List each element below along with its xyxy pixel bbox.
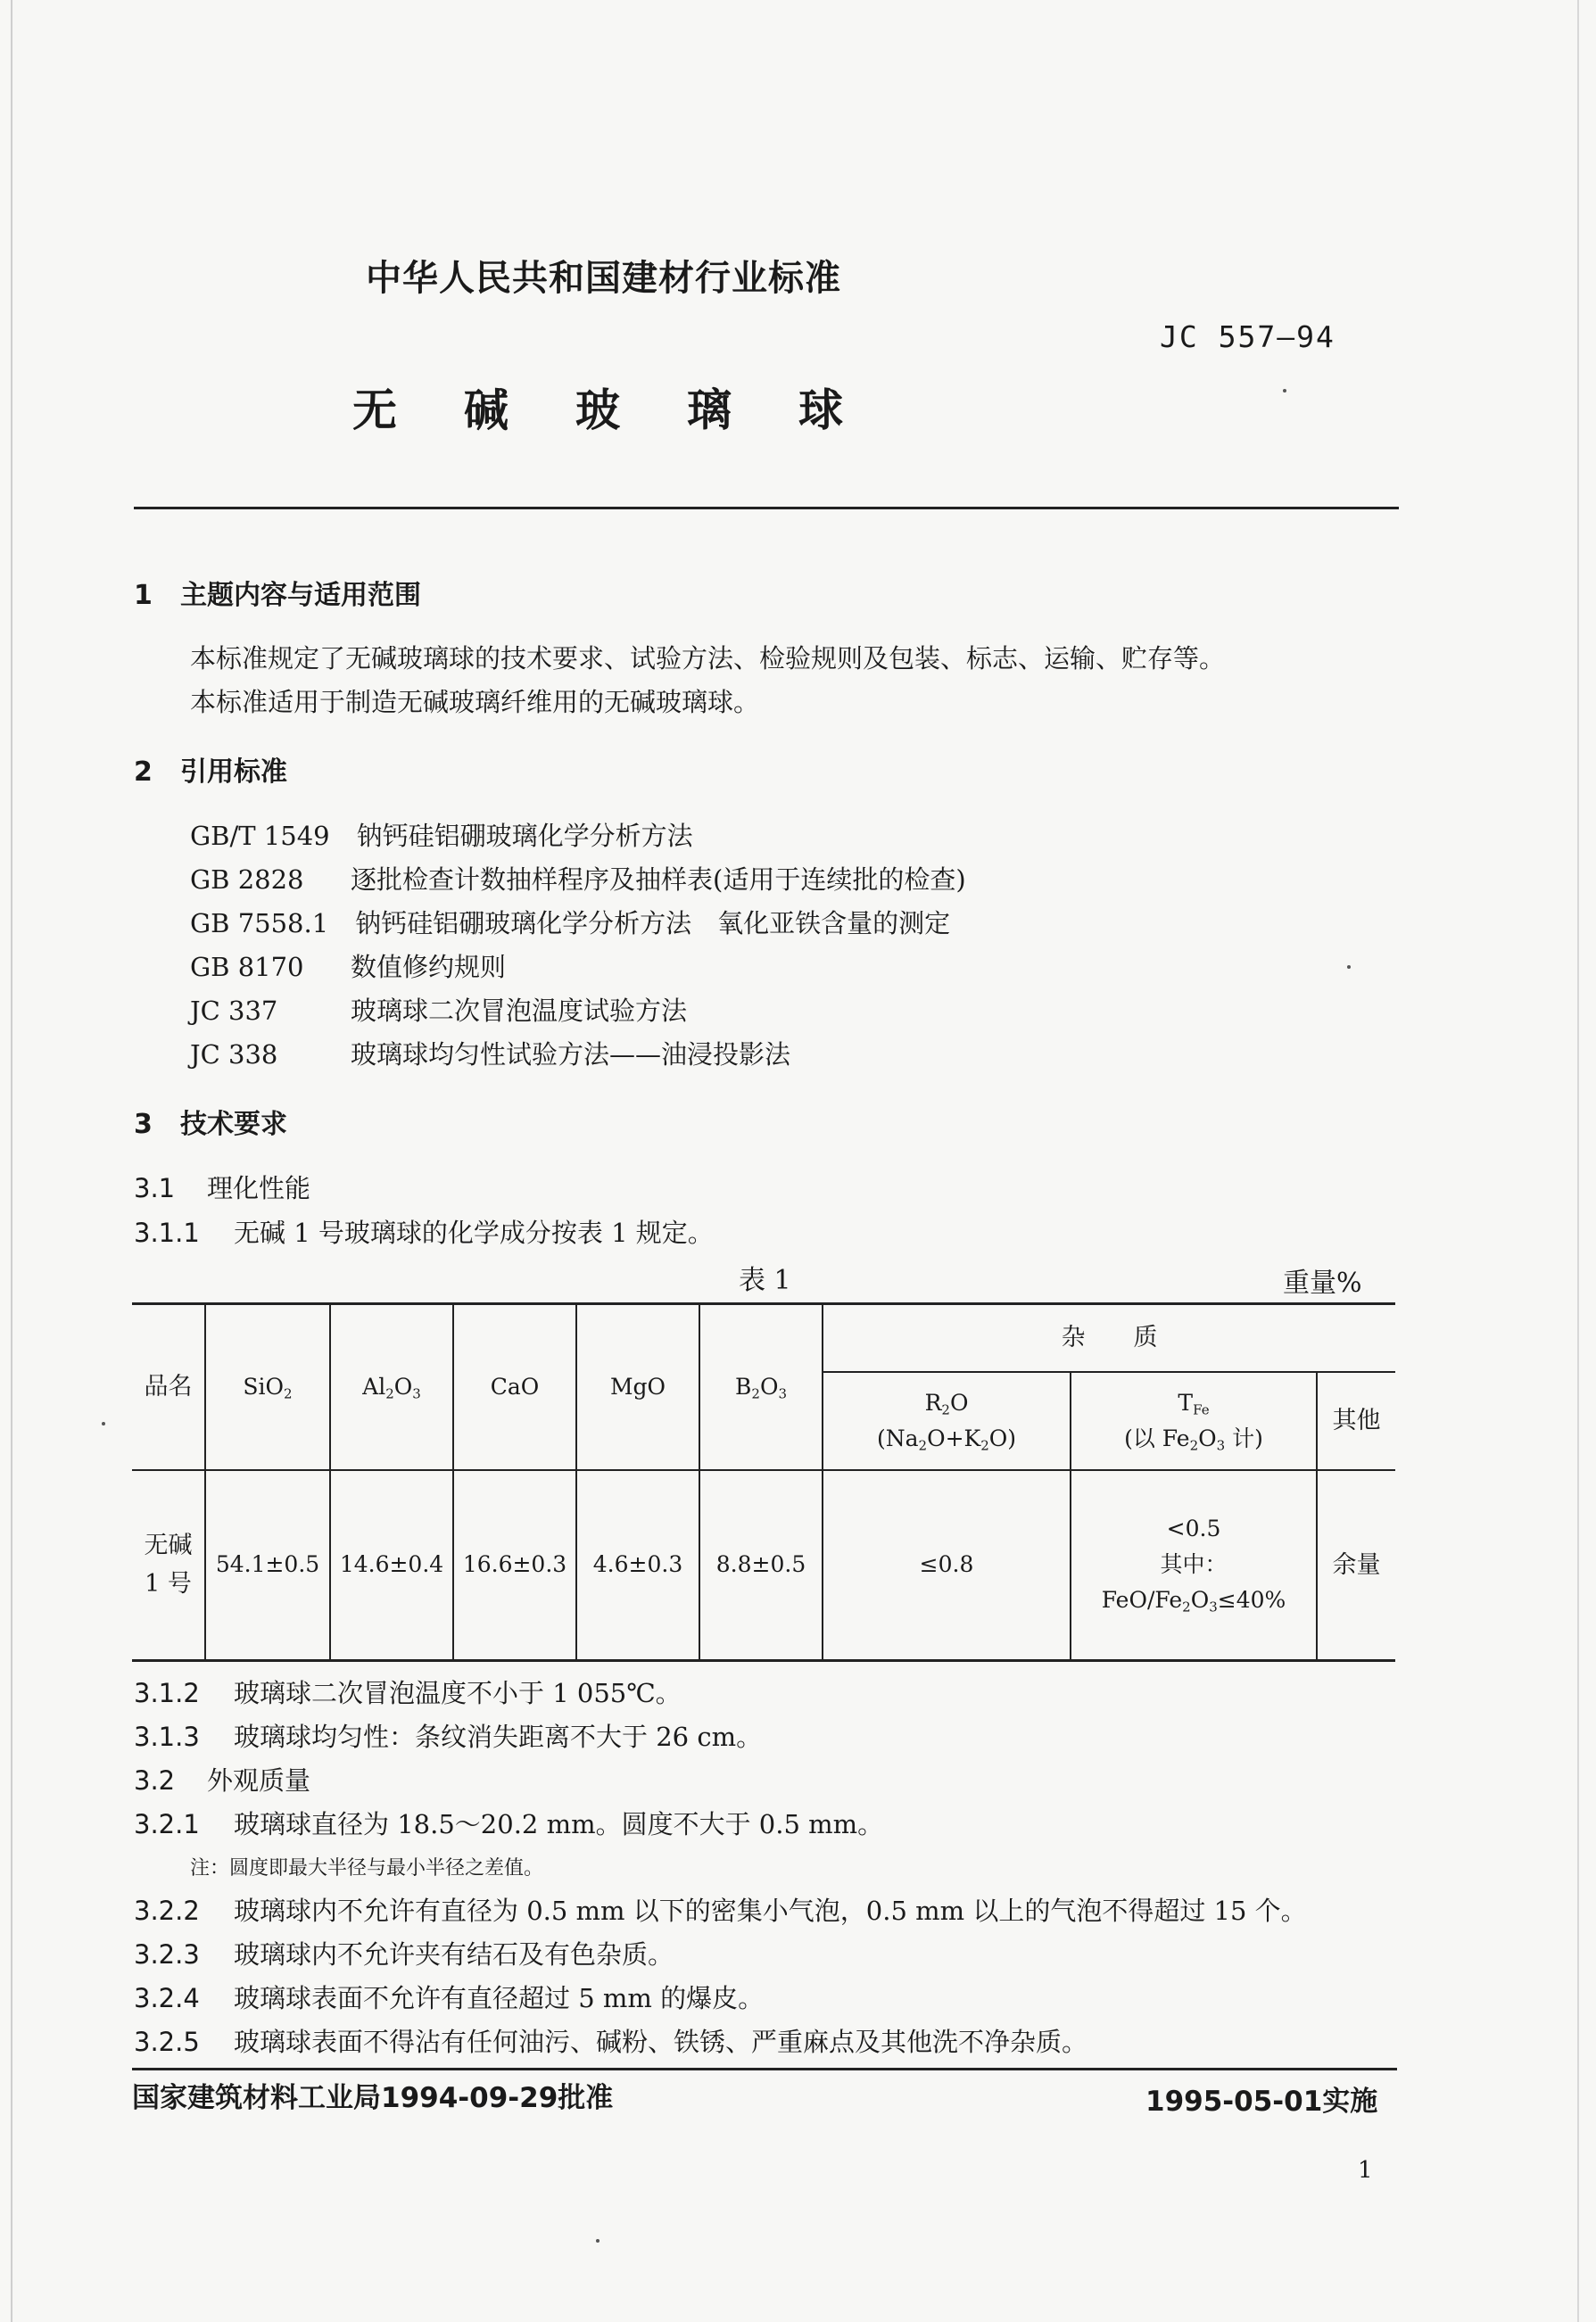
section-title: 主题内容与适用范围 xyxy=(180,580,421,611)
section-3-heading xyxy=(134,1102,287,1141)
section-1-para-1: 本标准规定了无碱玻璃球的技术要求、试验方法、检验规则及包装、标志、运输、贮存等。 xyxy=(190,643,1226,673)
reference-code: GB 2828 xyxy=(190,864,304,895)
scan-speck xyxy=(102,1422,105,1425)
header-r2o xyxy=(823,1372,1071,1470)
header-b2o3: $B_2O_3$ xyxy=(699,1304,823,1470)
header-rule xyxy=(134,507,1399,509)
cell-sio2: 54.1±0.5 xyxy=(205,1470,330,1661)
reference-title: 钠钙硅铝硼玻璃化学分析方法 氧化亚铁含量的测定 xyxy=(355,908,951,938)
cell-mgo: 4.6±0.3 xyxy=(576,1470,699,1661)
header-mgo: MgO xyxy=(576,1304,699,1470)
roundness-note: 注：圆度即最大半径与最小半径之差值。 xyxy=(190,1857,544,1880)
standard-code: JC 557—94 xyxy=(1160,319,1336,354)
header-product-name: 品名 xyxy=(132,1304,205,1470)
clause-text: 无碱 1 号玻璃球的化学成分按表 1 规定。 xyxy=(234,1218,714,1248)
clause-text: 玻璃球直径为 18.5～20.2 mm。圆度不大于 0.5 mm。 xyxy=(234,1809,884,1839)
section-number: 3 xyxy=(134,1109,153,1140)
tfe-definition: (以 $Fe_2O_3$ 计) xyxy=(1124,1425,1263,1453)
reference-item xyxy=(190,1035,790,1071)
header-impurities: 杂 质 xyxy=(823,1304,1395,1372)
composition-table xyxy=(132,1302,1395,1659)
reference-code: JC 337 xyxy=(190,996,278,1026)
clause-number: 3.2 xyxy=(134,1765,176,1796)
clause-3-2-5 xyxy=(134,2022,1087,2059)
reference-title: 玻璃球均匀性试验方法——油浸投影法 xyxy=(351,1039,791,1070)
cell-al2o3: 14.6±0.4 xyxy=(330,1470,453,1661)
cell-other: 余量 xyxy=(1317,1470,1395,1661)
clause-number: 3.2.1 xyxy=(134,1809,200,1839)
header-other: 其他 xyxy=(1317,1372,1395,1470)
reference-title: 钠钙硅铝硼玻璃化学分析方法 xyxy=(356,821,693,851)
clause-number: 3.2.3 xyxy=(134,1939,200,1970)
scan-speck xyxy=(1347,965,1351,969)
clause-3-2-1 xyxy=(134,1805,883,1841)
clause-text: 理化性能 xyxy=(207,1173,311,1203)
cell-product-name: 无碱 1 号 xyxy=(132,1470,205,1661)
cell-cao: 16.6±0.3 xyxy=(453,1470,576,1661)
clause-3-1 xyxy=(134,1169,310,1205)
clause-text: 外观质量 xyxy=(207,1765,311,1796)
clause-number: 3.1.1 xyxy=(134,1218,200,1248)
clause-text: 玻璃球均匀性：条纹消失距离不大于 26 cm。 xyxy=(234,1722,763,1752)
section-1-para-2: 本标准适用于制造无碱玻璃纤维用的无碱玻璃球。 xyxy=(190,687,760,717)
cell-r2o: ≤0.8 xyxy=(823,1470,1071,1661)
reference-code: GB/T 1549 xyxy=(190,821,330,851)
effective-date: 1995-05-01实施 xyxy=(1145,2086,1378,2118)
document-title: 无碱玻璃球 xyxy=(352,384,910,436)
clause-3-2-3 xyxy=(134,1935,674,1971)
reference-item xyxy=(190,860,966,897)
section-number: 1 xyxy=(134,580,153,611)
clause-3-2-4 xyxy=(134,1979,764,2015)
clause-3-1-3 xyxy=(134,1717,762,1754)
reference-item xyxy=(190,991,687,1028)
reference-code: GB 7558.1 xyxy=(190,908,329,938)
clause-text: 玻璃球二次冒泡温度不小于 1 055℃。 xyxy=(234,1678,682,1708)
header-al2o3: $Al_2O_3$ xyxy=(330,1304,453,1470)
tfe-label: $T_{Fe}$ xyxy=(1178,1389,1210,1417)
scan-edge-right xyxy=(1577,0,1579,2322)
table-unit: 重量% xyxy=(1283,1268,1362,1299)
reference-item xyxy=(190,816,693,853)
clause-text: 玻璃球表面不允许有直径超过 5 mm 的爆皮。 xyxy=(234,1983,765,2013)
clause-text: 玻璃球内不允许有直径为 0.5 mm 以下的密集小气泡，0.5 mm 以上的气泡不得超过 15 个。 xyxy=(234,1896,1307,1926)
section-title: 技术要求 xyxy=(180,1109,287,1140)
approval-statement: 国家建筑材料工业局1994-09-29批准 xyxy=(132,2082,614,2114)
clause-3-1-1 xyxy=(134,1213,714,1250)
reference-title: 逐批检查计数抽样程序及抽样表(适用于连续批的检查) xyxy=(351,864,966,895)
reference-code: JC 338 xyxy=(190,1039,278,1070)
section-title: 引用标准 xyxy=(180,756,287,788)
clause-3-2 xyxy=(134,1761,310,1797)
r2o-definition: $(Na_2O+K_2O)$ xyxy=(876,1425,1016,1453)
clause-text: 玻璃球表面不得沾有任何油污、碱粉、铁锈、严重麻点及其他洗不净杂质。 xyxy=(234,2027,1088,2057)
clause-number: 3.1 xyxy=(134,1173,176,1203)
reference-item xyxy=(190,947,506,984)
clause-number: 3.2.4 xyxy=(134,1983,200,2013)
section-2-heading xyxy=(134,749,287,789)
header-total-iron xyxy=(1071,1372,1317,1470)
section-1-heading xyxy=(134,573,421,612)
page-number: 1 xyxy=(1358,2157,1373,2184)
reference-title: 数值修约规则 xyxy=(351,952,507,982)
r2o-label: $R_2O$ xyxy=(924,1389,969,1417)
header-sio2: SiO$_2$ xyxy=(205,1304,330,1470)
reference-item xyxy=(190,904,950,940)
scan-speck xyxy=(596,2239,600,2243)
cell-total-iron: <0.5 其中： FeO/$Fe_2O_3\le 40\%$ xyxy=(1071,1470,1317,1661)
clause-3-1-2 xyxy=(134,1673,682,1710)
header-cao: CaO xyxy=(453,1304,576,1470)
clause-text: 玻璃球内不允许夹有结石及有色杂质。 xyxy=(234,1939,674,1970)
clause-number: 3.1.2 xyxy=(134,1678,200,1708)
table-label: 表 1 xyxy=(739,1265,791,1296)
cell-b2o3: 8.8±0.5 xyxy=(699,1470,823,1661)
reference-code: GB 8170 xyxy=(190,952,304,982)
reference-title: 玻璃球二次冒泡温度试验方法 xyxy=(351,996,688,1026)
clause-3-2-2 xyxy=(134,1891,1307,1928)
footer-rule xyxy=(132,2068,1397,2070)
section-number: 2 xyxy=(134,756,153,788)
clause-number: 3.2.2 xyxy=(134,1896,200,1926)
clause-number: 3.2.5 xyxy=(134,2027,200,2057)
issuing-organization: 中华人民共和国建材行业标准 xyxy=(366,258,841,299)
scan-speck xyxy=(1283,389,1286,393)
scan-edge-left xyxy=(11,0,12,2322)
clause-number: 3.1.3 xyxy=(134,1722,200,1752)
